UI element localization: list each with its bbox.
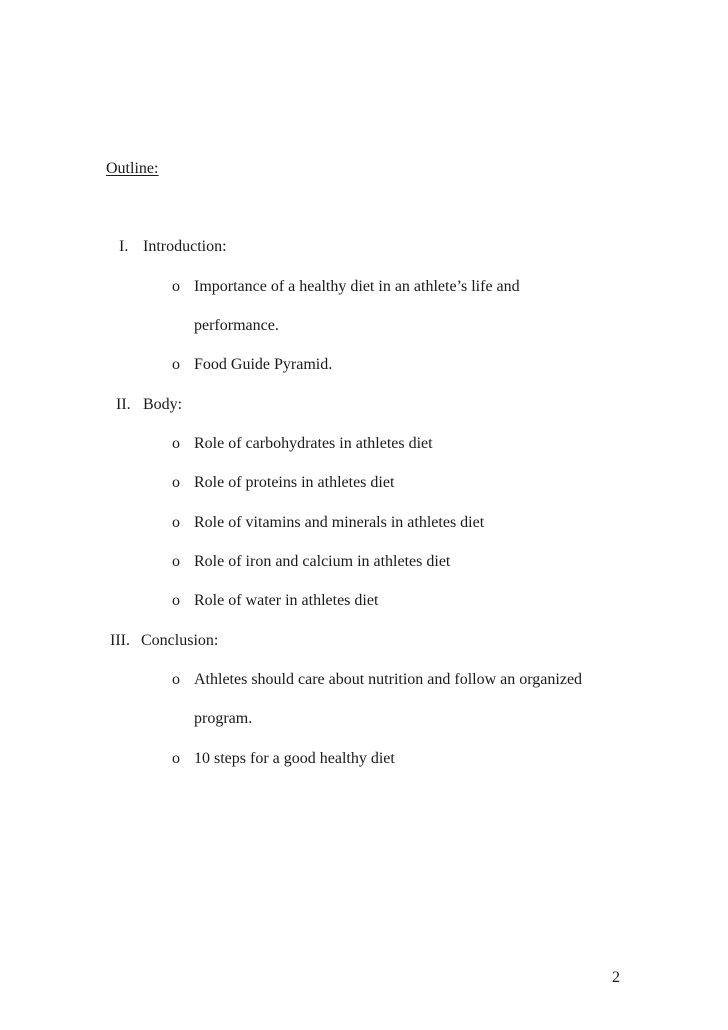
section-numeral: III. — [110, 632, 130, 649]
list-item-text: Role of water in athletes diet — [194, 592, 379, 609]
list-item-text: 10 steps for a good healthy diet — [194, 750, 395, 767]
bullet-marker: o — [172, 474, 180, 491]
bullet-marker: o — [172, 553, 180, 570]
list-item-text: Role of iron and calcium in athletes diet — [194, 553, 451, 570]
bullet-marker: o — [172, 671, 180, 688]
section-label: Introduction: — [143, 238, 227, 255]
bullet-marker: o — [172, 592, 180, 609]
outline-heading: Outline: — [106, 160, 159, 177]
list-item-text: Role of vitamins and minerals in athletes diet — [194, 514, 485, 531]
list-item-text: Role of carbohydrates in athletes diet — [194, 435, 433, 452]
bullet-marker: o — [172, 356, 180, 373]
section-label: Conclusion: — [141, 632, 219, 649]
list-item-text: Role of proteins in athletes diet — [194, 474, 395, 491]
section-numeral: I. — [119, 238, 129, 255]
list-item-text: Food Guide Pyramid. — [194, 356, 333, 373]
list-item-text: Importance of a healthy diet in an athlete’s life and — [194, 278, 520, 295]
list-item-text: program. — [194, 710, 253, 727]
section-label: Body: — [143, 396, 183, 413]
section-numeral: II. — [116, 396, 131, 413]
bullet-marker: o — [172, 435, 180, 452]
list-item-text: Athletes should care about nutrition and follow an organized — [194, 671, 583, 688]
page-number: 2 — [612, 969, 620, 986]
list-item-text: performance. — [194, 317, 279, 334]
bullet-marker: o — [172, 750, 180, 767]
bullet-marker: o — [172, 278, 180, 295]
bullet-marker: o — [172, 514, 180, 531]
